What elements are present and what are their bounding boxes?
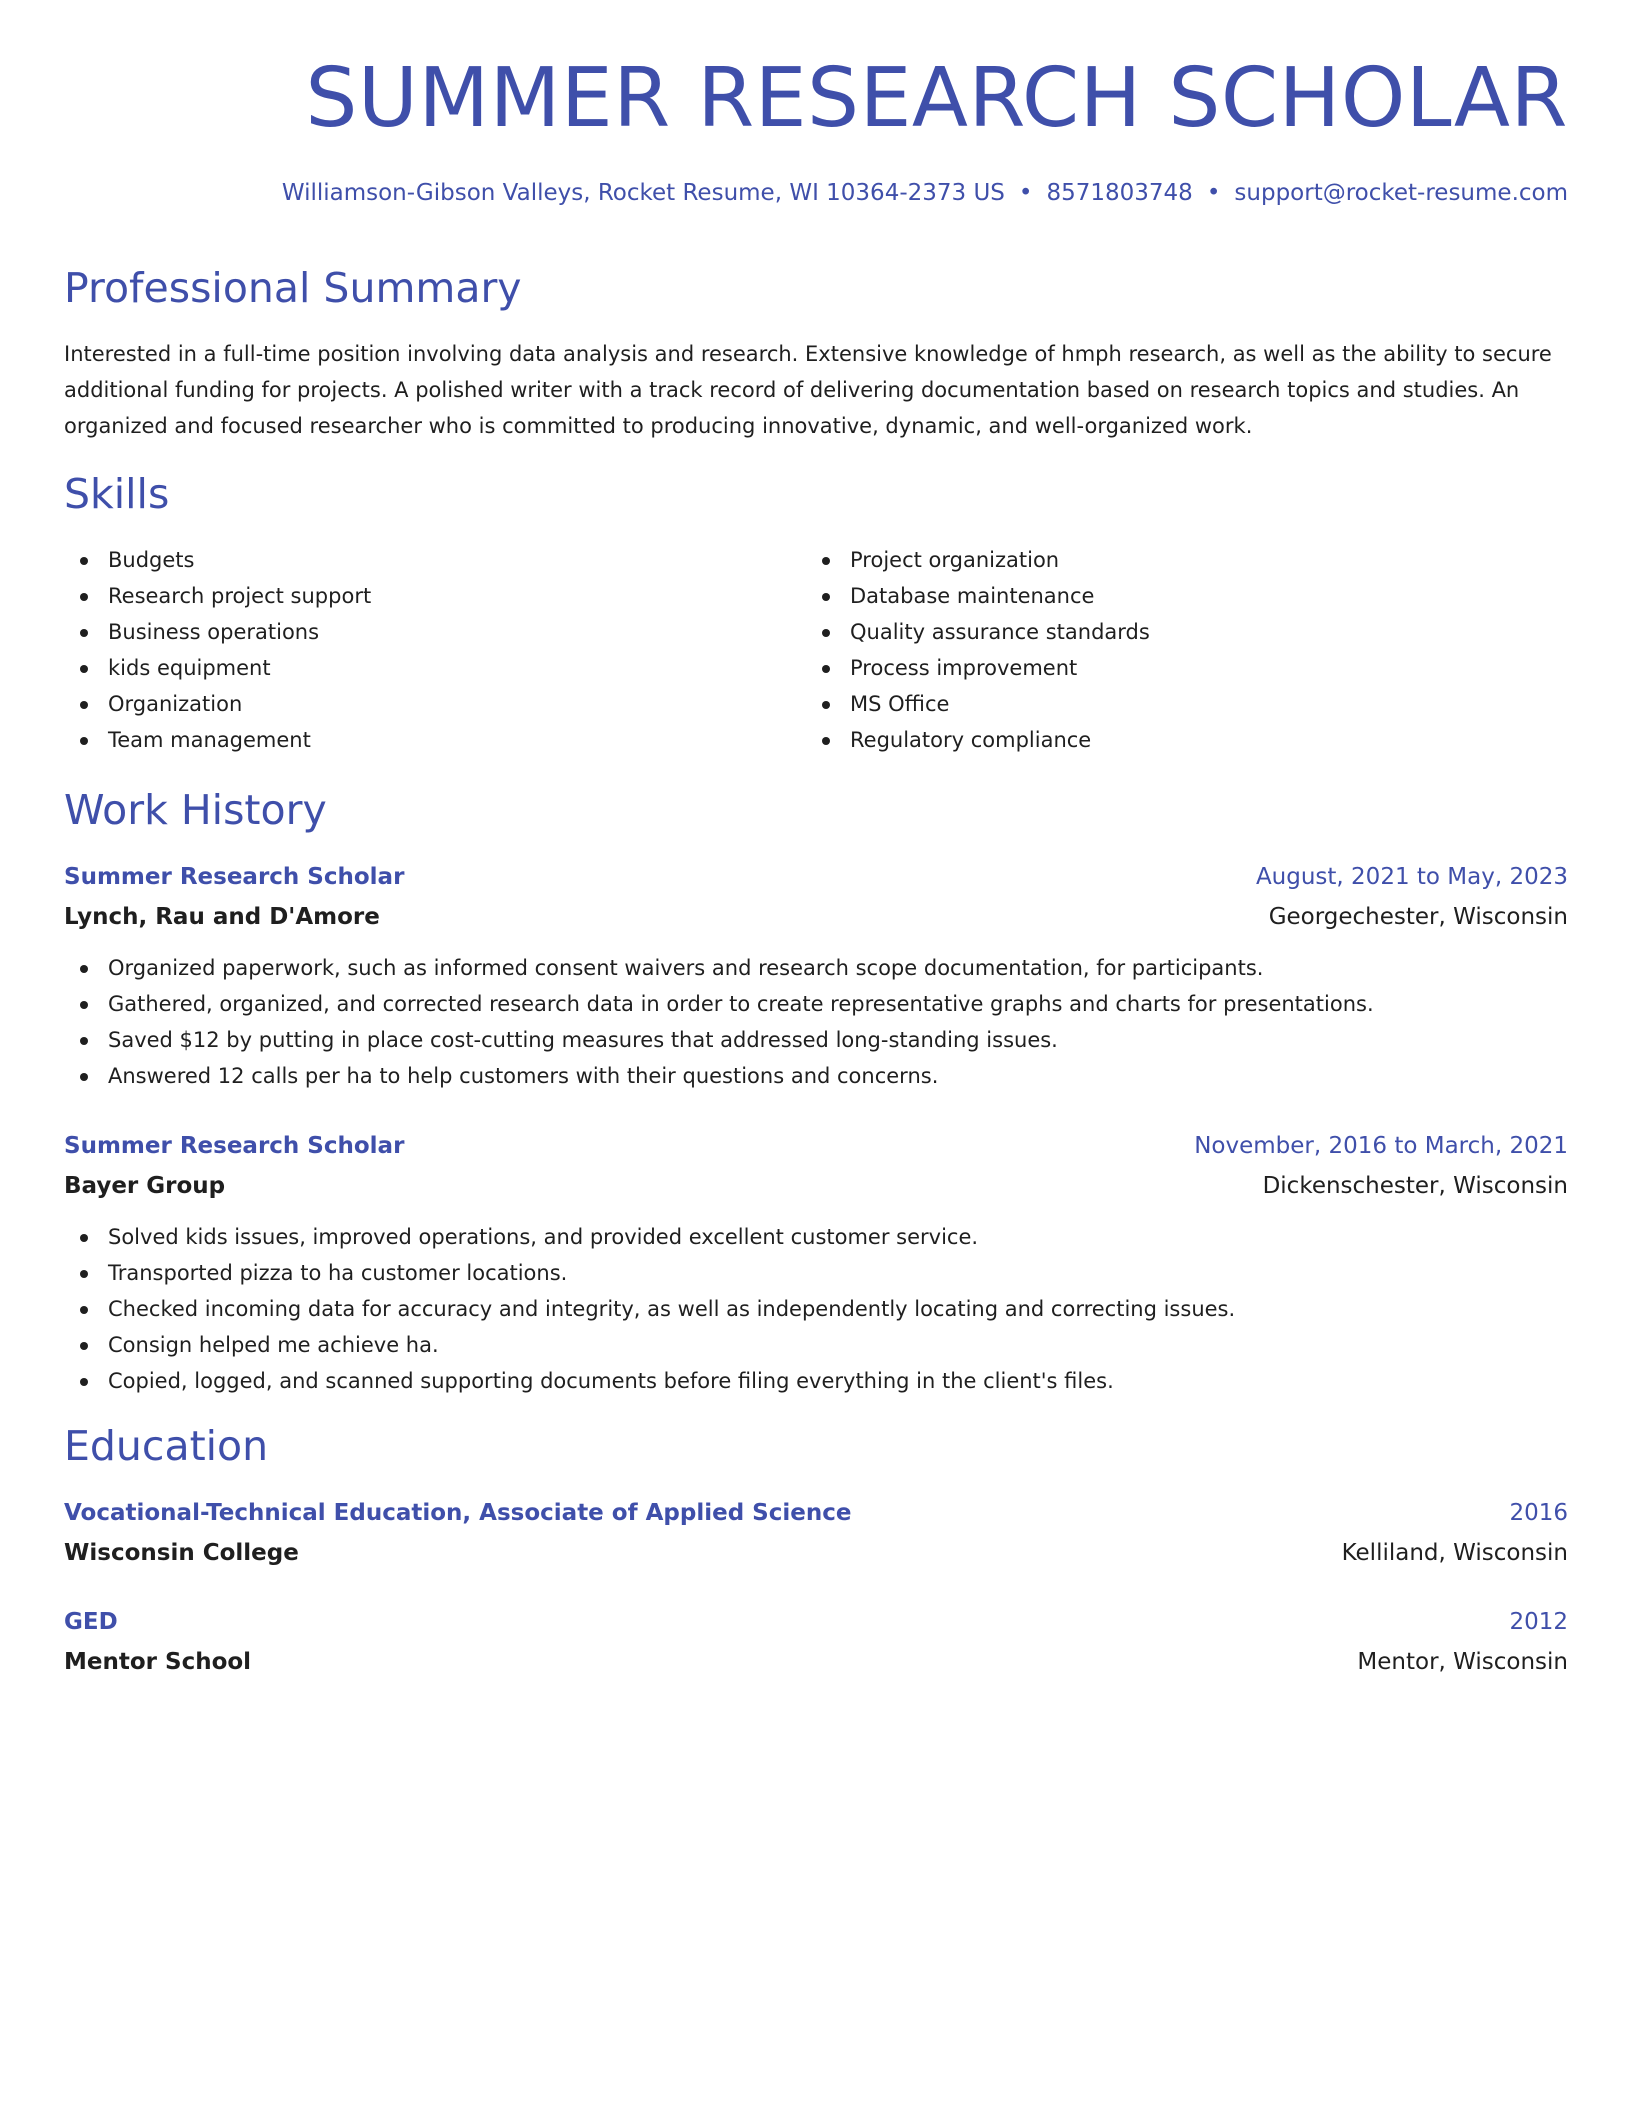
skill-item: kids equipment [64, 650, 371, 686]
job-location: Georgechester, Wisconsin [1268, 904, 1568, 930]
skill-item: Organization [64, 686, 371, 722]
degree-title: GED [64, 1609, 118, 1635]
job-title: Summer Research Scholar [64, 1133, 405, 1159]
skill-item: Team management [64, 722, 371, 758]
school-name: Wisconsin College [64, 1540, 299, 1566]
section-title-education: Education [64, 1422, 269, 1470]
job-bullets [64, 1219, 1568, 1399]
contact-separator: • [1206, 180, 1221, 206]
skills-list-right [806, 542, 1150, 758]
section-title-work-history: Work History [64, 786, 327, 834]
school-location: Mentor, Wisconsin [1357, 1649, 1568, 1675]
summary-text: Interested in a full-time position involving data analysis and research. Extensive knowledge of hmph research, as well as the ability to secure additional funding for projects. A polished writer with a track record of delivering documentation based on research topics and studies. An organized and focused researcher who is committed to producing innovative, dynamic, and well-organized work. [64, 342, 1552, 438]
contact-phone: 8571803748 [1046, 180, 1193, 206]
skill-item: Research project support [64, 578, 371, 614]
job-bullet: Saved $12 by putting in place cost-cutting measures that addressed long-standing issues. [64, 1022, 1568, 1058]
skill-item: Budgets [64, 542, 371, 578]
contact-email[interactable]: support@rocket-resume.com [1234, 180, 1568, 206]
skill-item: Project organization [806, 542, 1150, 578]
candidate-name: SUMMER RESEARCH SCHOLAR [305, 51, 1568, 146]
skill-item: MS Office [806, 686, 1150, 722]
school-location: Kelliland, Wisconsin [1341, 1540, 1568, 1566]
skill-item: Regulatory compliance [806, 722, 1150, 758]
job-bullet: Consign helped me achieve ha. [64, 1327, 1568, 1363]
section-title-skills: Skills [64, 470, 170, 518]
school-name: Mentor School [64, 1649, 252, 1675]
education-entry [64, 1602, 1568, 1682]
section-title-summary: Professional Summary [64, 264, 522, 312]
job-dates: November, 2016 to March, 2021 [1194, 1133, 1568, 1159]
job-bullet: Organized paperwork, such as informed consent waivers and research scope documentation, for participants. [64, 950, 1568, 986]
job-bullet: Transported pizza to ha customer locations. [64, 1255, 1568, 1291]
company-name: Lynch, Rau and D'Amore [64, 904, 380, 930]
job-location: Dickenschester, Wisconsin [1262, 1173, 1568, 1199]
work-entry [64, 1126, 1568, 1399]
job-dates: August, 2021 to May, 2023 [1255, 864, 1568, 890]
contact-line [282, 182, 1568, 205]
skill-item: Database maintenance [806, 578, 1150, 614]
company-name: Bayer Group [64, 1173, 226, 1199]
work-entry [64, 857, 1568, 1094]
job-bullet: Checked incoming data for accuracy and integrity, as well as independently locating and correcting issues. [64, 1291, 1568, 1327]
job-bullet: Copied, logged, and scanned supporting documents before filing everything in the client's files. [64, 1363, 1568, 1399]
job-bullet: Solved kids issues, improved operations, and provided excellent customer service. [64, 1219, 1568, 1255]
skill-item: Process improvement [806, 650, 1150, 686]
contact-address: Williamson-Gibson Valleys, Rocket Resume, WI 10364-2373 US [281, 180, 1005, 206]
job-bullet: Gathered, organized, and corrected research data in order to create representative graphs and charts for presentations. [64, 986, 1568, 1022]
degree-title: Vocational-Technical Education, Associate of Applied Science [64, 1500, 852, 1526]
graduation-year: 2012 [1509, 1609, 1568, 1635]
graduation-year: 2016 [1509, 1500, 1568, 1526]
job-bullets [64, 950, 1568, 1094]
job-title: Summer Research Scholar [64, 864, 405, 890]
contact-separator: • [1018, 180, 1033, 206]
skill-item: Quality assurance standards [806, 614, 1150, 650]
job-bullet: Answered 12 calls per ha to help customers with their questions and concerns. [64, 1058, 1568, 1094]
education-entry [64, 1493, 1568, 1573]
skill-item: Business operations [64, 614, 371, 650]
skills-list-left [64, 542, 371, 758]
